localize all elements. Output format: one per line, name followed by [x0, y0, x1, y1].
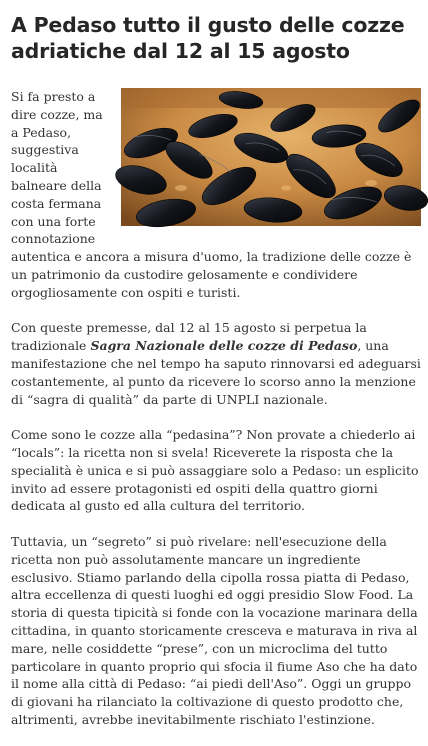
paragraph-recipe: Come sono le cozze alla “pedasina”? Non provate a chiederlo ai “locals”: la ricetta non si svela! Riceverete la risposta che la specialità è unica e si può assaggiare solo a Pedaso: un esplicito invito ad essere protagonisti ed ospiti della quattro giorni dedicata al gusto ed alla cultura del territorio.	[11, 427, 419, 514]
paragraph-secret: Tuttavia, un “segreto” si può rivelare: nell'esecuzione della ricetta non può assolutamente mancare un ingrediente esclusivo. Stiamo parlando della cipolla rossa piatta di Pedaso, altra eccellenza di questi luoghi ed oggi presidio Slow Food. La storia di questa tipicità si fonde con la vocazione marinara della cittadina, in quanto storicamente cresceva e maturava in riva al mare, nelle cosiddette “prese”, con un microclima del tutto particolare in quanto proprio qui sfocia il fiume Aso che ha dato il nome alla città di Pedaso: “ai piedi dell'Aso”. Oggi un gruppo di giovani ha rilanciato la coltivazione di questo prodotto che, altrimenti, avrebbe inevitabilmente rischiato l'estinzione.	[11, 533, 418, 727]
paragraph-sagra	[11, 319, 421, 408]
paragraph-intro: Si fa presto a dire cozze, ma a Pedaso, suggestiva località balneare della costa fermana con una forte connotazione autentica e ancora a misura d'uomo, la tradizione delle cozze è un patrimonio da custodire gelosamente e condividere orgogliosamente con ospiti e turisti.	[11, 89, 412, 300]
article-body	[11, 88, 421, 746]
mussels-photo	[121, 88, 421, 226]
article-title: A Pedaso tutto il gusto delle cozze adriatiche dal 12 al 15 agosto	[11, 13, 405, 63]
sagra-name: Sagra Nazionale delle cozze di Pedaso	[90, 338, 358, 354]
paragraph-sagra-before: Con queste premesse, dal 12 al 15 agosto si perpetua la tradizionale	[11, 320, 367, 354]
paragraph-sagra-after: , una manifestazione che nel tempo ha saputo rinnovarsi ed adeguarsi costantemente, al punto da ricevere lo scorso anno la menzione di “sagra di qualità” da parte di UNPLI nazionale.	[11, 338, 421, 407]
